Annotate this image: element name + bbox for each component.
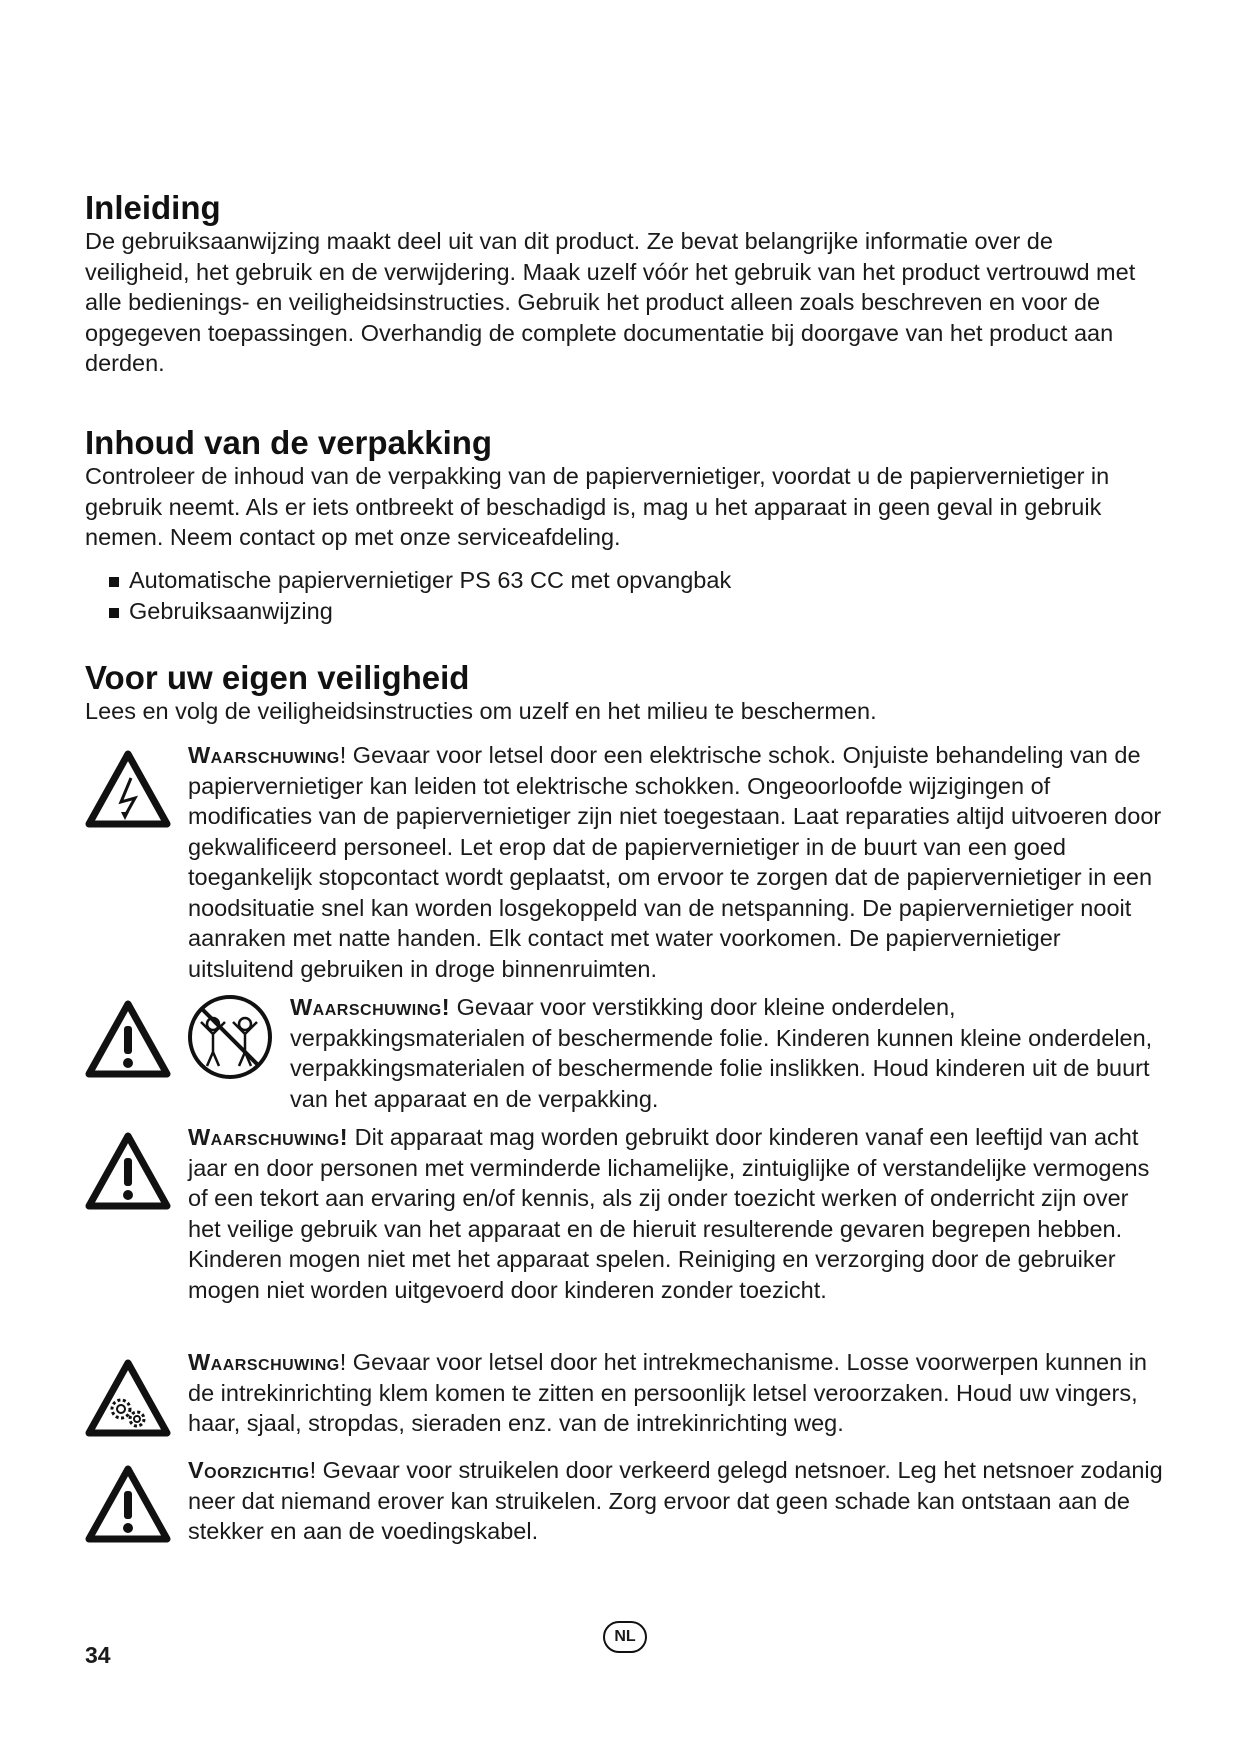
warning-label: Waarschuwing [188, 1124, 340, 1150]
safety-heading: Voor uw eigen veiligheid [85, 659, 470, 696]
safety-intro: Lees en volg de veiligheidsinstructies om uzelf en het milieu te beschermen. [85, 698, 877, 724]
electric-shock-warning-icon [85, 750, 171, 833]
gears-warning-icon [85, 1359, 171, 1442]
safety-section [85, 660, 1160, 727]
warning-text: Gevaar voor letsel door het intrekmechanisme. Losse voorwerpen kunnen in de intrekinrichting klem komen te zitten en persoonlijk letsel veroorzaken. Houd uw vingers, haar, sjaal, stropdas, sieraden enz. van de intrekinrichting weg. [188, 1349, 1147, 1436]
list-item: Gebruiksaanwijzing [109, 596, 731, 627]
list-item: Automatische papiervernietiger PS 63 CC met opvangbak [109, 565, 731, 596]
intro-section [85, 190, 1160, 379]
general-warning-icon [85, 1132, 171, 1215]
warning-label: Waarschuwing [188, 742, 340, 768]
intro-heading: Inleiding [85, 189, 221, 226]
intro-body: De gebruiksaanwijzing maakt deel uit van dit product. Ze bevat belangrijke informatie over de veiligheid, het gebruik en de verwijdering. Maak uzelf vóór het gebruik van het product vertrouwd met alle bedienings- en veiligheidsinstructies. Gebruik het product alleen zoals beschreven en voor de opgegeven toepassingen. Overhandig de complete documentatie bij doorgave van het product aan derden. [85, 228, 1136, 376]
contents-heading: Inhoud van de verpakking [85, 424, 493, 461]
contents-section [85, 425, 1160, 553]
contents-body: Controleer de inhoud van de verpakking van de papiervernietiger, voordat u de papiervernietiger in gebruik neemt. Als er iets ontbreekt of beschadigd is, mag u het apparaat in geen geval in gebruik nemen. Neem contact op met onze serviceafdeling. [85, 463, 1110, 550]
warning-label: Waarschuwing [290, 994, 442, 1020]
warning-text: Gevaar voor letsel door een elektrische schok. Onjuiste behandeling van de papiervernietiger kan leiden tot elektrische schokken. Ongeoorloofde wijzigingen of modificaties van de papiervernietiger zijn niet toegestaan. Laat reparaties altijd uitvoeren door gekwalificeerd personeel. Let erop dat de papiervernietiger in de buurt van een goed toegankelijk stopcontact wordt geplaatst, om ervoor te zorgen dat de papiervernietiger in een noodsituatie snel kan worden losgekoppeld van de netspanning. De papiervernietiger nooit aanraken met natte handen. Elk contact met water voorkomen. De papiervernietiger uitsluitend gebruiken in droge binnenruimten. [188, 742, 1162, 982]
language-badge: NL [603, 1621, 647, 1653]
caution-text: Gevaar voor struikelen door verkeerd gelegd netsnoer. Leg het netsnoer zodanig neer dat niemand erover kan struikelen. Zorg ervoor dat geen schade kan ontstaan aan de stekker en aan de voedingskabel. [188, 1457, 1163, 1544]
contents-list [109, 565, 731, 626]
warning-label: Waarschuwing [188, 1349, 340, 1375]
page-number: 34 [85, 1642, 111, 1668]
warning-text: Dit apparaat mag worden gebruikt door kinderen vanaf een leeftijd van acht jaar en door personen met verminderde lichamelijke, zintuiglijke of verstandelijke vermogens of een tekort aan ervaring en/of kennis, als zij onder toezicht werken of onderricht zijn over het veilige gebruik van het apparaat en de hieruit resulterende gevaren begrepen hebben. Kinderen mogen niet met het apparaat spelen. Reiniging en verzorging door de gebruiker mogen niet worden uitgevoerd door kinderen zonder toezicht. [188, 1124, 1150, 1303]
general-warning-icon [85, 1000, 171, 1083]
warning-text: Gevaar voor verstikking door kleine onderdelen, verpakkingsmaterialen of beschermende folie. Kinderen kunnen kleine onderdelen, verpakkingsmaterialen of beschermende folie inslikken. Houd kinderen uit de buurt van het apparaat en de verpakking. [290, 994, 1153, 1112]
caution-label: Voorzichtig [188, 1457, 310, 1483]
general-warning-icon [85, 1465, 171, 1548]
no-children-icon [185, 992, 275, 1087]
